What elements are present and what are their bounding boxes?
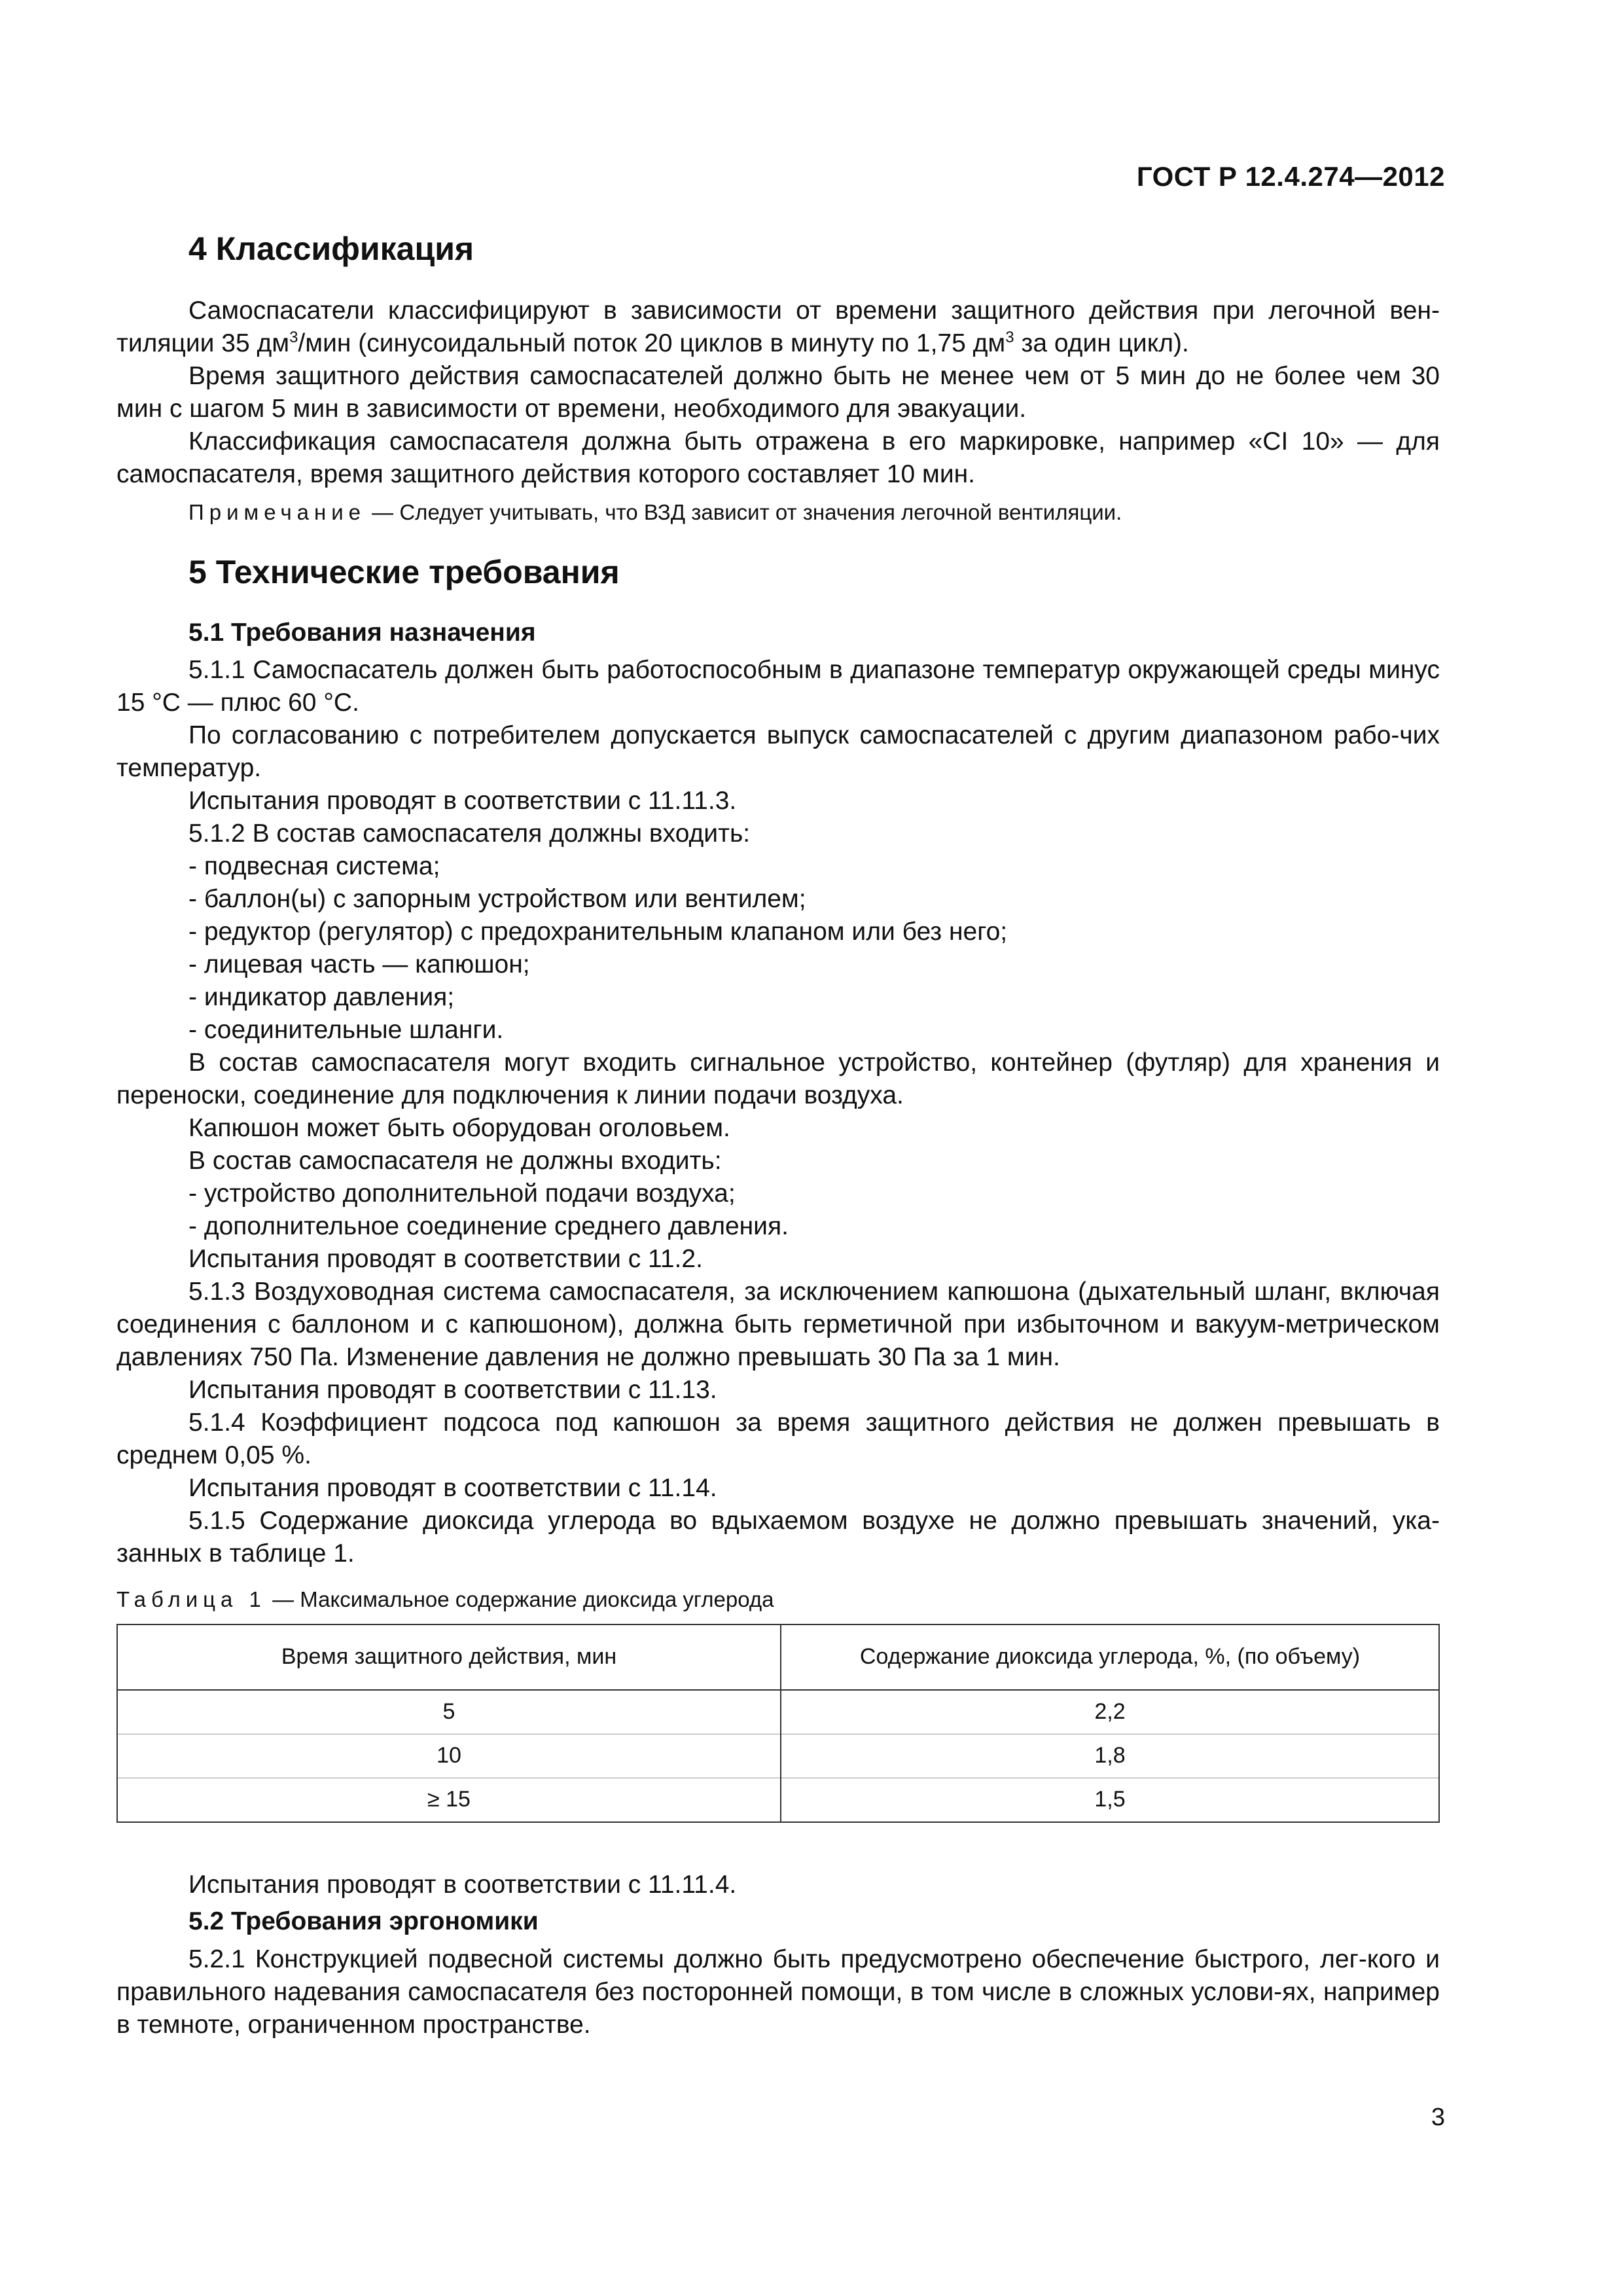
list-item: - дополнительное соединение среднего давления. bbox=[188, 1211, 789, 1240]
note-label: Примечание bbox=[188, 500, 366, 524]
clause-5-1-2-test-ref: Испытания проводят в соответствии с 11.2. bbox=[188, 1244, 703, 1273]
page-content bbox=[116, 229, 1440, 2041]
table-row bbox=[117, 1690, 1439, 1734]
table-row bbox=[117, 1778, 1439, 1822]
components-list bbox=[116, 850, 1440, 1047]
list-item: - соединительные шланги. bbox=[188, 1015, 504, 1044]
list-item: - индикатор давления; bbox=[188, 982, 455, 1011]
list-item: - лицевая часть — капюшон; bbox=[188, 950, 530, 978]
table-header-cell: Содержание диоксида углерода, %, (по объему) bbox=[781, 1624, 1439, 1690]
clause-5-1-2: 5.1.2 В состав самоспасателя должны входить: bbox=[188, 819, 751, 848]
clause-5-1-5-test-ref: Испытания проводят в соответствии с 11.11.4. bbox=[188, 1870, 737, 1899]
clause-5-1-2-paragraph-3: Капюшон может быть оборудован оголовьем. bbox=[188, 1113, 730, 1142]
table-cell: 2,2 bbox=[781, 1690, 1439, 1734]
table-header-cell: Время защитного действия, мин bbox=[117, 1624, 781, 1690]
list-item: - подвесная система; bbox=[188, 852, 440, 880]
clause-5-1-4: 5.1.4 Коэффициент подсоса под капюшон за время защитного действия не должен превышать в среднем 0,05 %. bbox=[116, 1408, 1440, 1469]
excluded-components-list bbox=[116, 1177, 1440, 1243]
clause-5-1-4-test-ref: Испытания проводят в соответствии с 11.14. bbox=[188, 1473, 717, 1502]
clause-5-2-1: 5.2.1 Конструкцией подвесной системы должно быть предусмотрено обеспечение быстрого, лег-кого и правильного надевания самоспасателя без посторонней помощи, в том числе в сложных услови-ях, например в темноте, ограниченном пространстве. bbox=[116, 1945, 1440, 2039]
section-4-paragraph-2: Время защитного действия самоспасателей должно быть не менее чем от 5 мин до не более чем 30 мин с шагом 5 мин в зависимости от времени, необходимого для эвакуации. bbox=[116, 362, 1440, 423]
list-item: - баллон(ы) с запорным устройством или вентилем; bbox=[188, 884, 806, 913]
section-4-paragraph-3: Классификация самоспасателя должна быть отражена в его маркировке, например «CI 10» — для самоспасателя, время защитного действия которого составляет 10 мин. bbox=[116, 427, 1440, 488]
clause-5-1-3-test-ref: Испытания проводят в соответствии с 11.13. bbox=[188, 1375, 717, 1404]
clause-5-1-1: 5.1.1 Самоспасатель должен быть работоспособным в диапазоне температур окружающей среды минус 15 °С — плюс 60 °С. bbox=[116, 655, 1440, 717]
clause-5-1-1-test-ref: Испытания проводят в соответствии с 11.11.3. bbox=[188, 786, 737, 815]
section-4-heading: 4 Классификация bbox=[188, 230, 474, 267]
document-code: ГОСТ Р 12.4.274—2012 bbox=[1136, 161, 1445, 192]
clause-5-1-5: 5.1.5 Содержание диоксида углерода во вдыхаемом воздухе не должно превышать значений, ука-занных в таблице 1. bbox=[116, 1506, 1440, 1568]
table-cell: 1,8 bbox=[781, 1734, 1439, 1778]
table-cell: 5 bbox=[117, 1690, 781, 1734]
subsection-5-1-heading: 5.1 Требования назначения bbox=[188, 619, 536, 647]
list-item: - устройство дополнительной подачи воздуха; bbox=[188, 1179, 736, 1208]
clause-5-1-2-paragraph-2: В состав самоспасателя могут входить сигнальное устройство, контейнер (футляр) для хранения и переноски, соединение для подключения к линии подачи воздуха. bbox=[116, 1048, 1440, 1109]
table-1-caption: Таблица 1 — Максимальное содержание диоксида углерода bbox=[116, 1587, 774, 1611]
table-1 bbox=[116, 1624, 1440, 1823]
page-number: 3 bbox=[1431, 2104, 1445, 2131]
clause-5-1-3: 5.1.3 Воздуховодная система самоспасателя, за исключением капюшона (дыхательный шланг, включая соединения с баллоном и с капюшоном), должна быть герметичной при избыточном и вакуум-метрическом давлениях 750 Па. Изменение давления не должно превышать 30 Па за 1 мин. bbox=[116, 1277, 1440, 1371]
clause-5-1-1-paragraph-2: По согласованию с потребителем допускается выпуск самоспасателей с другим диапазоном рабо-чих температур. bbox=[116, 721, 1440, 782]
clause-5-1-2-paragraph-4: В состав самоспасателя не должны входить: bbox=[188, 1146, 722, 1175]
table-cell: 10 bbox=[117, 1734, 781, 1778]
subsection-5-2-heading: 5.2 Требования эргономики bbox=[188, 1907, 539, 1935]
table-header-row bbox=[117, 1624, 1439, 1690]
list-item: - редуктор (регулятор) с предохранительным клапаном или без него; bbox=[188, 917, 1008, 946]
table-cell: ≥ 15 bbox=[117, 1778, 781, 1822]
section-5-heading: 5 Технические требования bbox=[188, 554, 620, 590]
table-label: Таблица 1 bbox=[116, 1587, 266, 1611]
section-4-note: Примечание — Следует учитывать, что ВЗД зависит от значения легочной вентиляции. bbox=[188, 500, 1122, 524]
table-cell: 1,5 bbox=[781, 1778, 1439, 1822]
section-4-paragraph-1: Самоспасатели классифицируют в зависимости от времени защитного действия при легочной вен-тиляции 35 $дм^3$/мин (синусоидальный поток 20 циклов в минуту по 1,75 $дм^3$ за один цикл). bbox=[116, 296, 1440, 357]
table-row bbox=[117, 1734, 1439, 1778]
